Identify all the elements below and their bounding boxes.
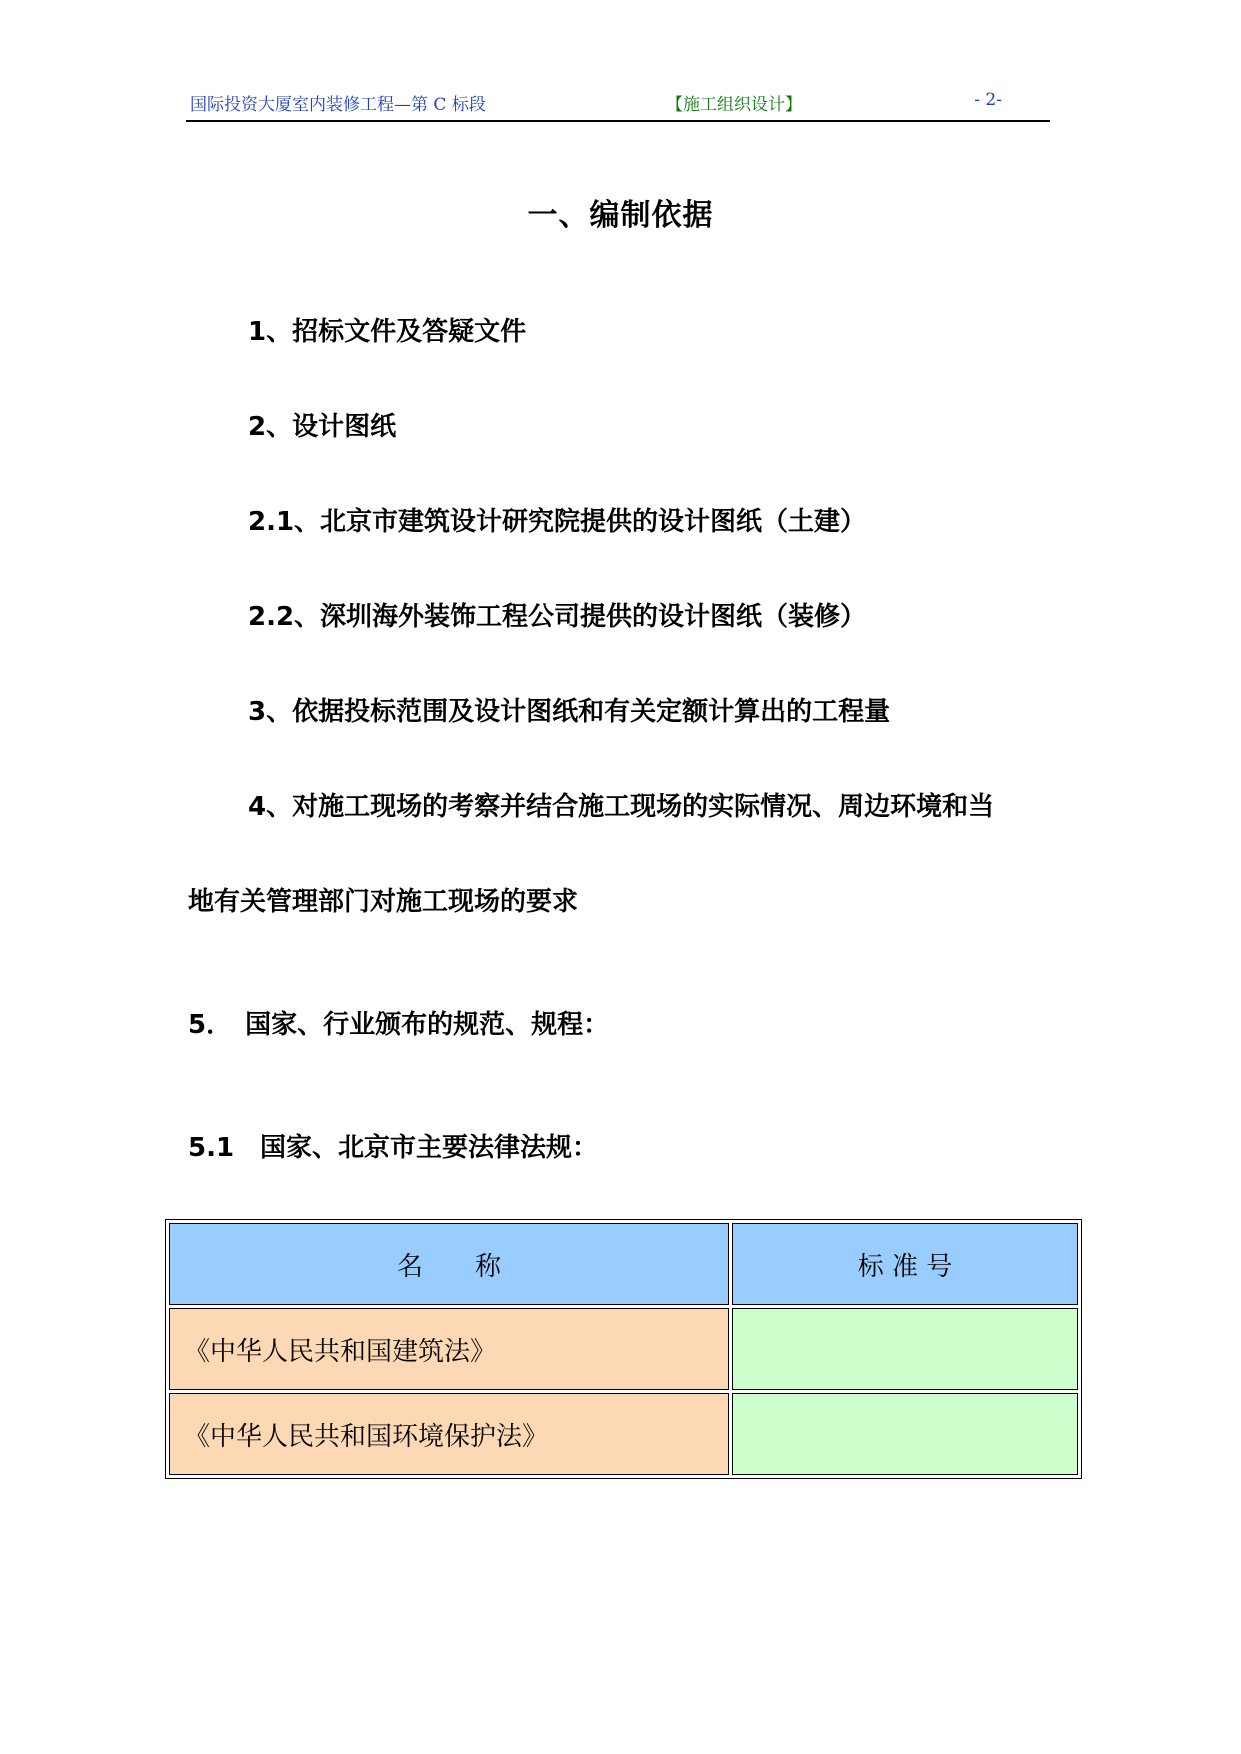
standard-number-cell <box>732 1393 1078 1475</box>
item-4-line1: 4、对施工现场的考察并结合施工现场的实际情况、周边环境和当 <box>248 792 995 822</box>
column-header-name: 名 称 <box>169 1223 729 1305</box>
item-5: 5． 国家、行业颁布的规范、规程： <box>188 1010 610 1040</box>
table-header-row <box>169 1223 1078 1305</box>
item-2: 2、设计图纸 <box>248 412 397 442</box>
item-5-1: 5.1 国家、北京市主要法律法规： <box>188 1133 599 1163</box>
regulation-name-cell: 《中华人民共和国环境保护法》 <box>169 1393 729 1475</box>
item-2-2: 2.2、深圳海外装饰工程公司提供的设计图纸（装修） <box>248 602 867 632</box>
regulation-name-cell: 《中华人民共和国建筑法》 <box>169 1308 729 1390</box>
table-row <box>169 1308 1078 1390</box>
header-page-number: - 2- <box>974 90 1002 110</box>
column-header-standard: 标 准 号 <box>732 1223 1078 1305</box>
header-project-title: 国际投资大厦室内装修工程—第 C 标段 <box>190 95 486 115</box>
page-header <box>186 86 1050 122</box>
regulations-table <box>165 1219 1082 1479</box>
section-title: 一、编制依据 <box>527 198 714 233</box>
item-1: 1、招标文件及答疑文件 <box>248 317 527 347</box>
standard-number-cell <box>732 1308 1078 1390</box>
item-4-line2: 地有关管理部门对施工现场的要求 <box>188 887 579 917</box>
item-3: 3、依据投标范围及设计图纸和有关定额计算出的工程量 <box>248 697 891 727</box>
item-2-1: 2.1、北京市建筑设计研究院提供的设计图纸（土建） <box>248 507 867 537</box>
table-row <box>169 1393 1078 1475</box>
header-doc-type: 【施工组织设计】 <box>666 95 802 115</box>
